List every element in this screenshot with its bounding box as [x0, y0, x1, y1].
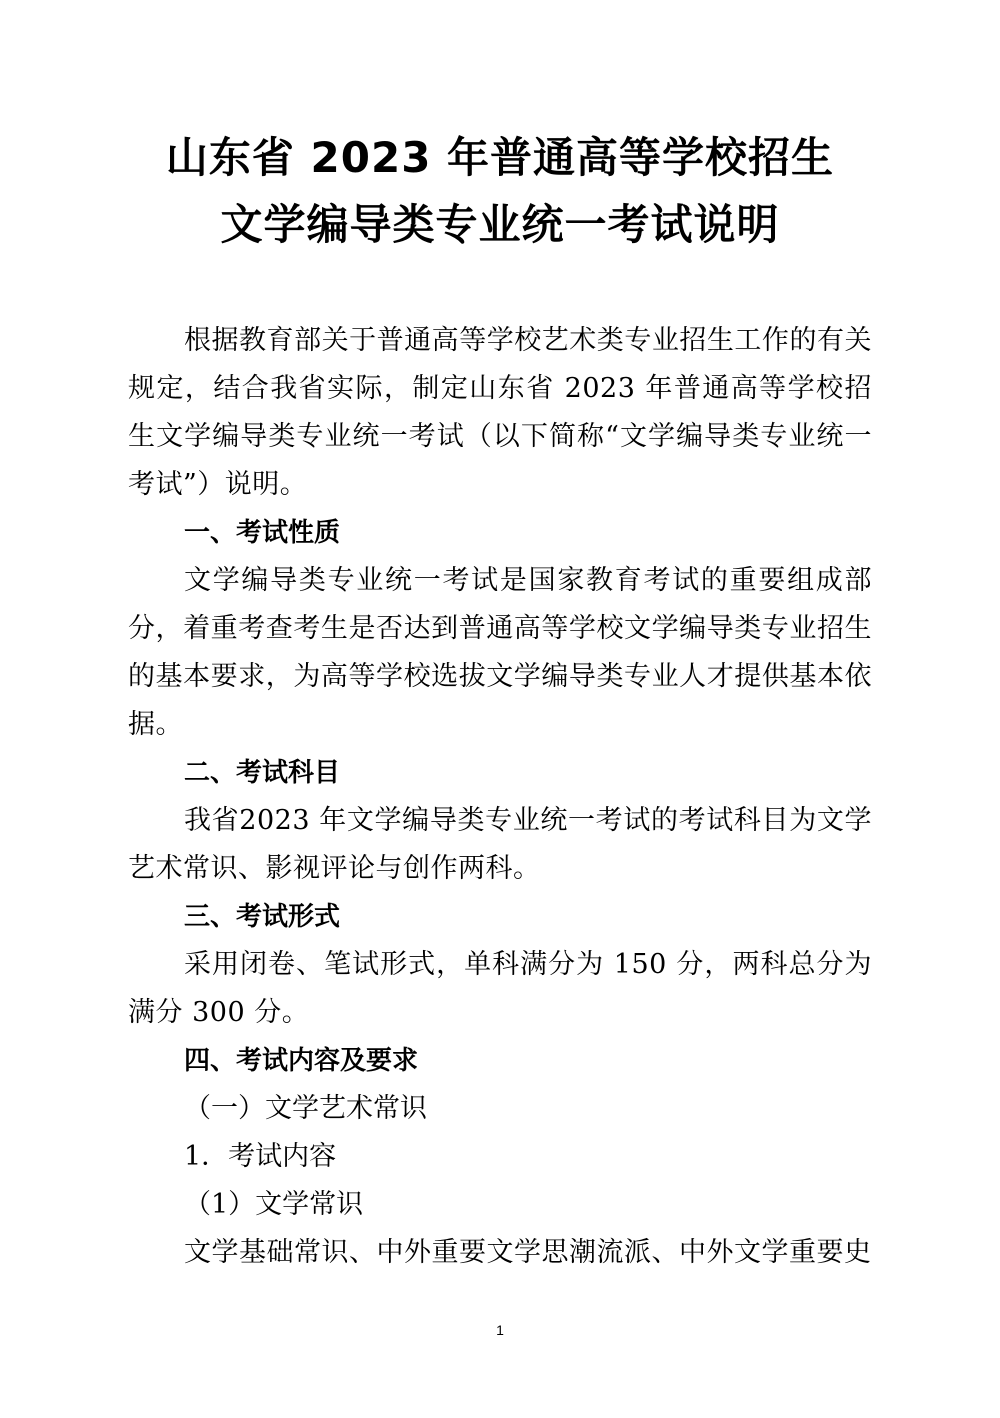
section-4-subheading-3: （1）文学常识: [184, 1189, 364, 1220]
section-3-text: 采用闭卷、笔试形式，单科满分为 150 分，两科总分为满分 300 分。: [128, 949, 872, 1028]
section-4-text: 文学基础常识、中外重要文学思潮流派、中外文学重要史: [184, 1237, 872, 1268]
document-body: [128, 317, 872, 1277]
section-4-heading: 四、考试内容及要求: [184, 1046, 419, 1076]
section-3-heading: 三、考试形式: [184, 902, 341, 932]
section-2-heading: 二、考试科目: [184, 758, 341, 788]
title-line-2: 文学编导类专业统一考试说明: [220, 200, 780, 249]
section-4-subheading-1: （一）文学艺术常识: [184, 1093, 427, 1124]
intro-paragraph: 根据教育部关于普通高等学校艺术类专业招生工作的有关规定，结合我省实际，制定山东省 2023 年普通高等学校招生文学编导类专业统一考试（以下简称“文学编导类专业统一考试”）说明。: [128, 325, 872, 500]
section-1-text: 文学编导类专业统一考试是国家教育考试的重要组成部分，着重考查考生是否达到普通高等学校文学编导类专业招生的基本要求，为高等学校选拔文学编导类专业人才提供基本依据。: [128, 565, 872, 740]
section-2-text: 我省2023 年文学编导类专业统一考试的考试科目为文学艺术常识、影视评论与创作两科。: [128, 805, 872, 884]
section-1-heading: 一、考试性质: [184, 518, 341, 548]
page-number: 1: [496, 1322, 504, 1338]
title-line-1: 山东省 2023 年普通高等学校招生: [165, 133, 835, 182]
section-4-subheading-2: 1．考试内容: [184, 1141, 337, 1172]
